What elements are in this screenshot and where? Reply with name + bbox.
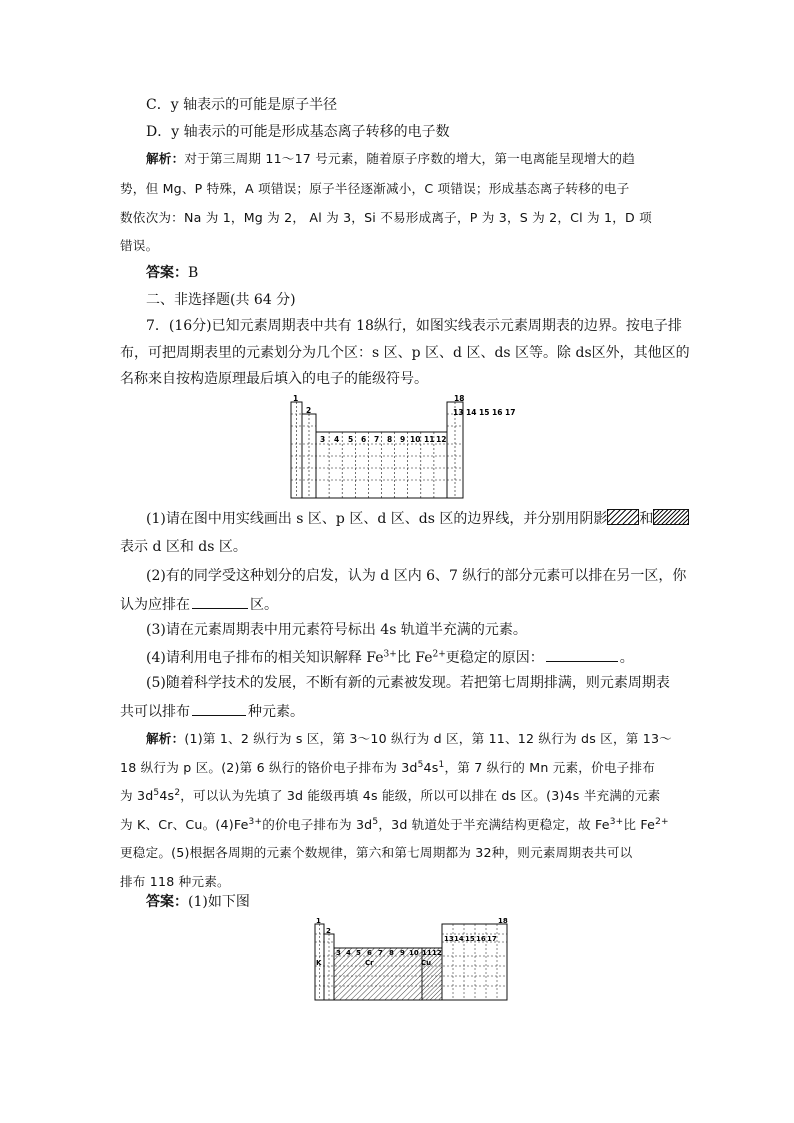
q7-sub4-text: (4)请利用电子排布的相关知识解释 Fe [146,650,384,666]
answer-group-label-15: 15 [465,935,475,943]
answer1 [146,263,706,283]
q7-sub2-line1: (2)有的同学受这种划分的启发，认为 d 区内 6、7 纵行的部分元素可以排在另一区，你 [146,568,687,584]
option-c: C．y 轴表示的可能是原子半径 [146,97,338,113]
group-label-1: 1 [293,394,299,403]
group-label-10: 10 [410,435,421,444]
answer-group-label-8: 8 [389,949,394,957]
explanation2-line3 [120,786,680,806]
answer-value: B [188,265,199,281]
periodic-table-question [288,394,468,504]
explanation2-text2a: 18 纵行为 p 区。(2)第 6 纵行的铬价电子排布为 3d [120,760,418,775]
explanation2-sup-e: 3+ [248,816,263,827]
explanation2-text2b: 4s [423,760,439,775]
answer-blank-5[interactable] [192,700,246,716]
explanation2-sup-f: 5 [372,816,379,827]
group-label-12: 12 [436,435,447,444]
q7-sub5-suffix: 种元素。 [248,704,304,720]
q7-sub4-sup1: 3+ [383,649,397,660]
group-label-8: 8 [387,435,393,444]
explanation2-text3a: 为 3d [120,788,154,803]
q7-sub5-text: 共可以排布 [120,704,190,720]
answer-blank-4[interactable] [546,646,618,662]
q7-sub4-end: 。 [619,650,634,666]
periodic-table-question-plabels [450,405,540,419]
explanation2-sup-c: 5 [153,787,160,798]
option-d: D．y 轴表示的可能是形成基态离子转移的电子数 [146,124,450,140]
element-cr: Cr [365,959,374,967]
explanation2-sup-d: 2 [174,787,181,798]
q7-sub1-text: (1)请在图中用实线画出 s 区、p 区、d 区、ds 区的边界线，并分别用阴影 [146,511,608,527]
answer-group-label-18: 18 [498,917,508,925]
explanation2-sup-a: 5 [417,759,424,770]
periodic-table-answer [312,914,512,1008]
explanation1-line2: 势，但 Mg、P 特殊，A 项错误；原子半径逐渐减小，C 项错误；形成基态离子转移的电子 [120,181,630,196]
group-label-4: 4 [334,435,340,444]
group-label-15: 15 [479,408,490,417]
group-label-17: 17 [505,408,516,417]
q7-sub3: (3)请在元素周期表中用元素符号标出 4s 轨道半充满的元素。 [146,622,527,638]
q7-sub2-line2 [120,593,680,615]
answer-group-label-17: 17 [487,935,497,943]
explanation2-text1: (1)第 1、2 纵行为 s 区，第 3～10 纵行为 d 区，第 11、12 纵行为 ds 区，第 13～ [184,731,672,746]
explanation-text: 对于第三周期 11～17 号元素，随着原子序数的增大，第一电离能呈现增大的趋 [184,151,636,166]
answer-group-label-6: 6 [367,949,372,957]
explanation2-line2 [120,758,680,778]
explanation2-label: 解析： [146,731,185,746]
answer-group-label-11: 11 [422,949,432,957]
q7-sub1-and: 和 [639,511,654,527]
answer-group-label-3: 3 [336,949,341,957]
q7-sub4 [146,646,706,668]
explanation2-line1 [146,729,706,749]
answer-group-label-14: 14 [454,935,464,943]
answer-group-label-4: 4 [346,949,351,957]
answer-group-label-12: 12 [432,949,442,957]
answer2-value: (1)如下图 [188,894,250,910]
q7-sub4-text2: 比 Fe [396,650,433,666]
q7-line2: 布，可把周期表里的元素划分为几个区：s 区、p 区、d 区、ds 区等。除 ds区外，其他区的 [120,345,690,361]
explanation1-line4: 错误。 [120,238,159,253]
explanation2-text2c: ，第 7 纵行的 Mn 元素，价电子排布 [444,760,656,775]
group-label-6: 6 [361,435,367,444]
q7-sub1-line2: 表示 d 区和 ds 区。 [120,539,247,555]
answer-group-label-13: 13 [444,935,454,943]
q7-sub1-line1 [146,509,706,529]
answer2 [146,892,706,912]
q7-line1: 7．(16分)已知元素周期表中共有 18纵行，如图实线表示元素周期表的边界。按电子排 [146,318,682,334]
group-label-7: 7 [374,435,380,444]
group-label-16: 16 [492,408,503,417]
answer-group-label-1: 1 [316,917,321,925]
d-block-hatch-swatch [607,509,639,525]
explanation2-text4b: 的价电子排布为 3d [262,817,373,832]
answer-group-label-10: 10 [409,949,419,957]
explanation2-text4c: ，3d 轨道处于半充满结构更稳定，故 Fe [378,817,610,832]
explanation2-text3c: ，可以认为先填了 3d 能级再填 4s 能级，所以可以排在 ds 区。(3)4s 半充满的元素 [180,788,661,803]
q7-sub2-text: 认为应排在 [120,597,190,613]
q7-sub2-suffix: 区。 [250,597,278,613]
q7-sub5-line1: (5)随着科学技术的发展，不断有新的元素被发现。若把第七周期排满，则元素周期表 [146,675,670,691]
q7-sub5-line2 [120,700,680,722]
group-label-5: 5 [348,435,354,444]
group-label-2: 2 [306,406,312,415]
explanation2-sup-h: 2+ [655,816,669,827]
group-label-14: 14 [466,408,477,417]
answer-group-label-5: 5 [356,949,361,957]
answer-group-label-9: 9 [400,949,405,957]
q7-line3: 名称来自按构造原理最后填入的电子的能级符号。 [120,371,428,387]
explanation2-line5: 更稳定。(5)根据各周期的元素个数规律，第六和第七周期都为 32种，则元素周期表共可以 [120,845,633,860]
explanation2-line4 [120,815,680,835]
q7-sub4-text3: 更稳定的原因： [445,650,544,666]
group-label-11: 11 [424,435,435,444]
explanation2-sup-b: 1 [438,759,445,770]
explanation1-line3: 数依次为：Na 为 1，Mg 为 2， Al 为 3，Si 不易形成离子，P 为 3，S 为 2，Cl 为 1，D 项 [120,210,652,225]
explanation1-line1 [146,149,706,169]
element-cu: Cu [421,959,432,967]
group-label-9: 9 [400,435,406,444]
section2-title: 二、非选择题(共 64 分) [146,292,296,308]
answer-group-label-16: 16 [476,935,486,943]
answer-group-label-7: 7 [378,949,383,957]
group-label-3: 3 [320,435,326,444]
ds-block-hatch-swatch [653,509,689,525]
answer-label: 答案： [146,265,188,281]
group-label-13: 13 [453,408,464,417]
explanation2-text4a: 为 K、Cr、Cu。(4)Fe [120,817,249,832]
answer-blank-2[interactable] [192,593,248,609]
explanation-label: 解析： [146,151,185,166]
explanation2-line6: 排布 118 种元素。 [120,874,230,889]
explanation2-text3b: 4s [159,788,175,803]
answer-group-label-2: 2 [326,927,331,935]
q7-sub4-sup2: 2+ [432,649,446,660]
explanation2-sup-g: 3+ [609,816,624,827]
answer2-label: 答案： [146,894,188,910]
explanation2-text4d: 比 Fe [623,817,656,832]
group-label-18: 18 [454,394,465,403]
element-k: K [316,959,322,967]
